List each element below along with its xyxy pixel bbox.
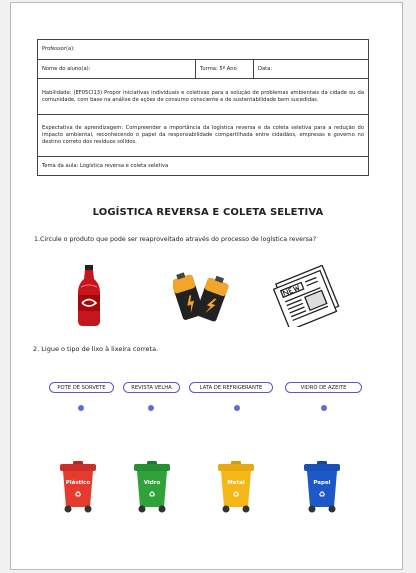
bin-plastic[interactable] bbox=[59, 461, 97, 513]
recycle-icon: ♻ bbox=[148, 490, 156, 499]
worksheet-title: LOGÍSTICA REVERSA E COLETA SELETIVA bbox=[92, 207, 324, 218]
connect-dot-3[interactable] bbox=[234, 405, 240, 411]
expectation-row bbox=[38, 114, 368, 156]
connect-dot-1[interactable] bbox=[78, 405, 84, 411]
student-name-label: Nome do aluno(a): bbox=[42, 65, 91, 72]
class-cell bbox=[196, 60, 254, 78]
student-name-cell bbox=[38, 60, 196, 78]
bin-paper[interactable] bbox=[303, 461, 341, 513]
recycle-icon: ♻ bbox=[318, 490, 326, 499]
bin-paper-label: Papel bbox=[313, 480, 331, 486]
bin-glass[interactable] bbox=[133, 461, 171, 513]
recycle-icon: ♻ bbox=[74, 490, 82, 499]
connect-dot-2[interactable] bbox=[148, 405, 154, 411]
skill-row bbox=[38, 78, 368, 114]
theme-text: Tema da aula: Logística reversa e coleta seletiva bbox=[42, 162, 169, 169]
theme-row bbox=[38, 156, 368, 175]
date-label: Data: bbox=[258, 65, 273, 72]
bin-metal[interactable] bbox=[217, 461, 255, 513]
connect-dot-4[interactable] bbox=[321, 405, 327, 411]
newspaper-icon[interactable] bbox=[273, 265, 343, 327]
item-olive-oil-glass[interactable]: VIDRO DE AZEITE bbox=[285, 382, 362, 393]
batteries-icon[interactable] bbox=[173, 268, 230, 324]
question-1-text: 1.Circule o produto que pode ser reaproveitado através do processo de logística reversa? bbox=[34, 236, 317, 243]
question-2-text: 2. Ligue o tipo de lixo à lixeira correta. bbox=[33, 345, 159, 353]
item-soda-can[interactable]: LATA DE REFRIGERANTE bbox=[189, 382, 273, 393]
item-ice-cream-pot[interactable]: POTE DE SORVETE bbox=[49, 382, 114, 393]
header-table bbox=[37, 39, 369, 176]
skill-text: Habilidade: (EF05CI13) Propor iniciativas individuais e coletivas para a solução de problemas ambientais da cidade ou da comunidade, com base na análise de ações de consumo consciente e de sustentabilidade bem sucedidas. bbox=[42, 89, 364, 103]
professor-row bbox=[38, 40, 368, 59]
item-old-magazine[interactable]: REVISTA VELHA bbox=[123, 382, 180, 393]
bin-glass-label: Vidro bbox=[143, 480, 161, 486]
professor-label: Professor(a): bbox=[42, 46, 75, 52]
bin-metal-label: Metal bbox=[227, 480, 245, 486]
expectation-text: Expectativa de aprendizagem: Compreender a importância da logística reversa e da coleta seletiva para a redução do impacto ambiental, reconhecendo o papel da responsabilidade compartilhada entre cidadãos, empresas e governo no destino correto dos resíduos sólidos. bbox=[42, 125, 364, 145]
student-row bbox=[38, 59, 368, 78]
class-label: Turma: 5º Ano bbox=[200, 65, 237, 72]
soda-bottle-icon[interactable] bbox=[76, 265, 102, 327]
recycle-icon: ♻ bbox=[232, 490, 240, 499]
date-cell bbox=[254, 60, 368, 78]
bin-plastic-label: Plástico bbox=[65, 480, 91, 486]
